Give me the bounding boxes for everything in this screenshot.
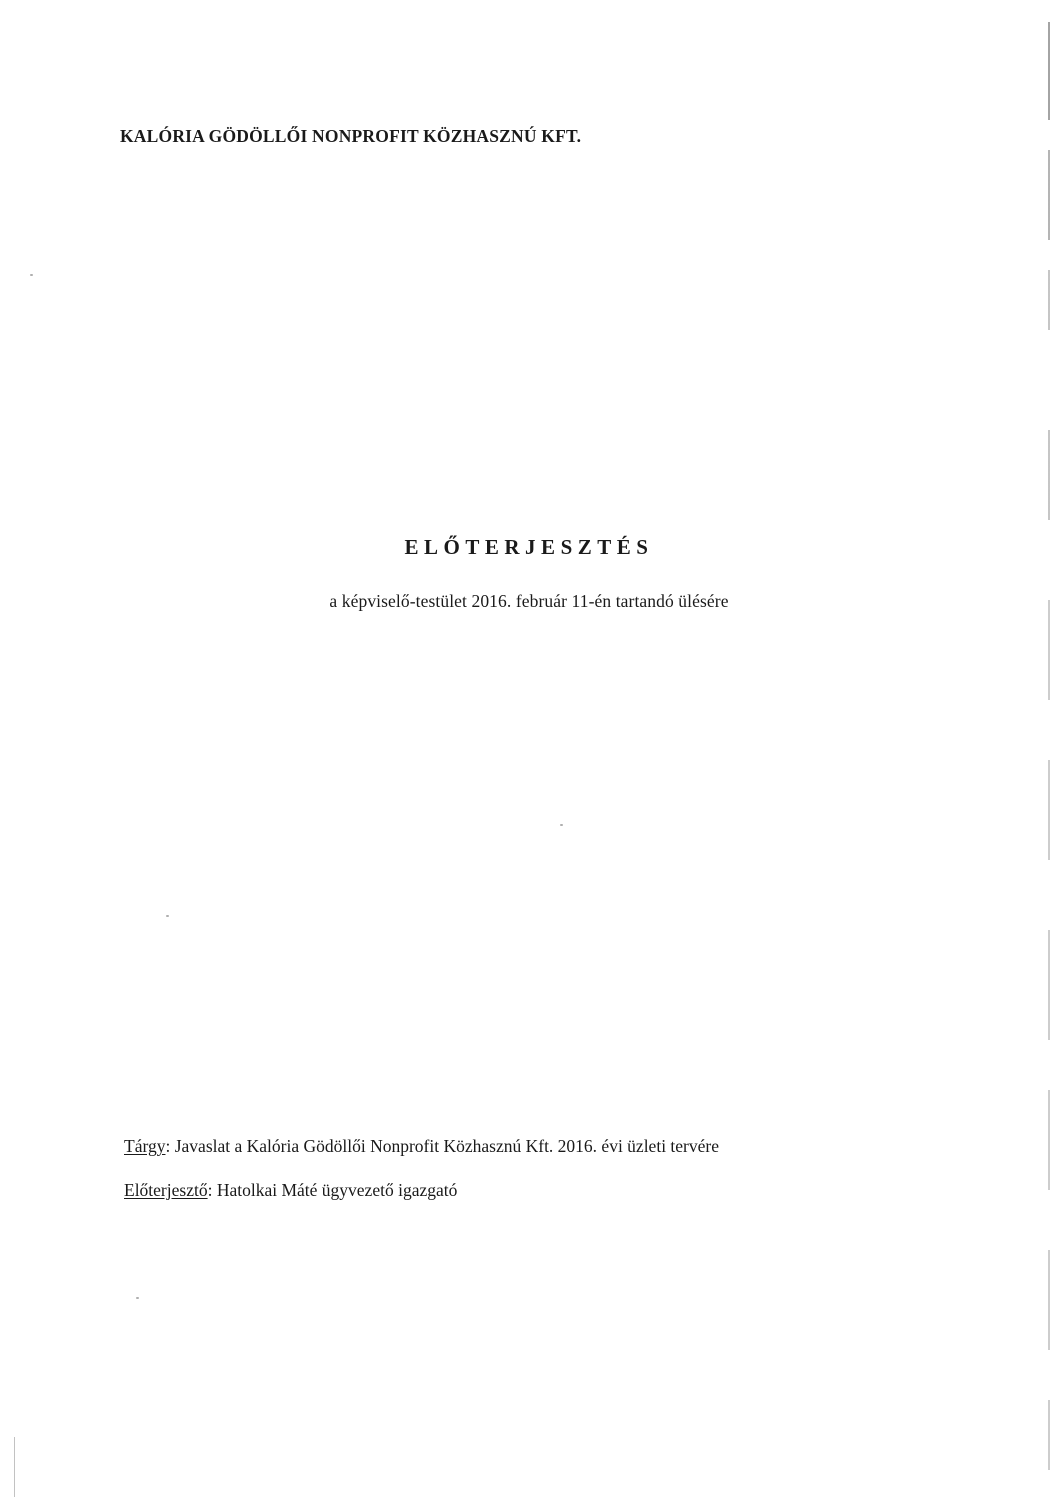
scan-speck: [30, 274, 33, 276]
meta-value-presenter: Hatolkai Máté ügyvezető igazgató: [216, 1179, 458, 1200]
scan-speck: [136, 1297, 139, 1299]
meta-separator: :: [165, 1136, 175, 1156]
scan-speck: [166, 915, 169, 917]
company-name: KALÓRIA GÖDÖLLŐI NONPROFIT KÖZHASZNÚ KFT.: [120, 126, 582, 146]
meta-row-presenter: [124, 1179, 719, 1200]
scan-edge-artifact-right: [1048, 0, 1050, 1497]
meta-label-subject: Tárgy: [124, 1136, 166, 1156]
scan-speck: [560, 824, 563, 826]
scan-edge-artifact-left: [14, 1437, 15, 1497]
meta-separator: :: [207, 1179, 217, 1200]
page-title: ELŐTERJESZTÉS: [404, 535, 654, 559]
meta-row-subject: [124, 1138, 719, 1156]
meta-value-subject: Javaslat a Kalória Gödöllői Nonprofit Közhasznú Kft. 2016. évi üzleti tervére: [174, 1136, 719, 1156]
meta-block: [124, 1138, 719, 1225]
meta-label-presenter: Előterjesztő: [124, 1179, 208, 1200]
page-subtitle: a képviselő-testület 2016. február 11-én tartandó ülésére: [329, 591, 729, 611]
